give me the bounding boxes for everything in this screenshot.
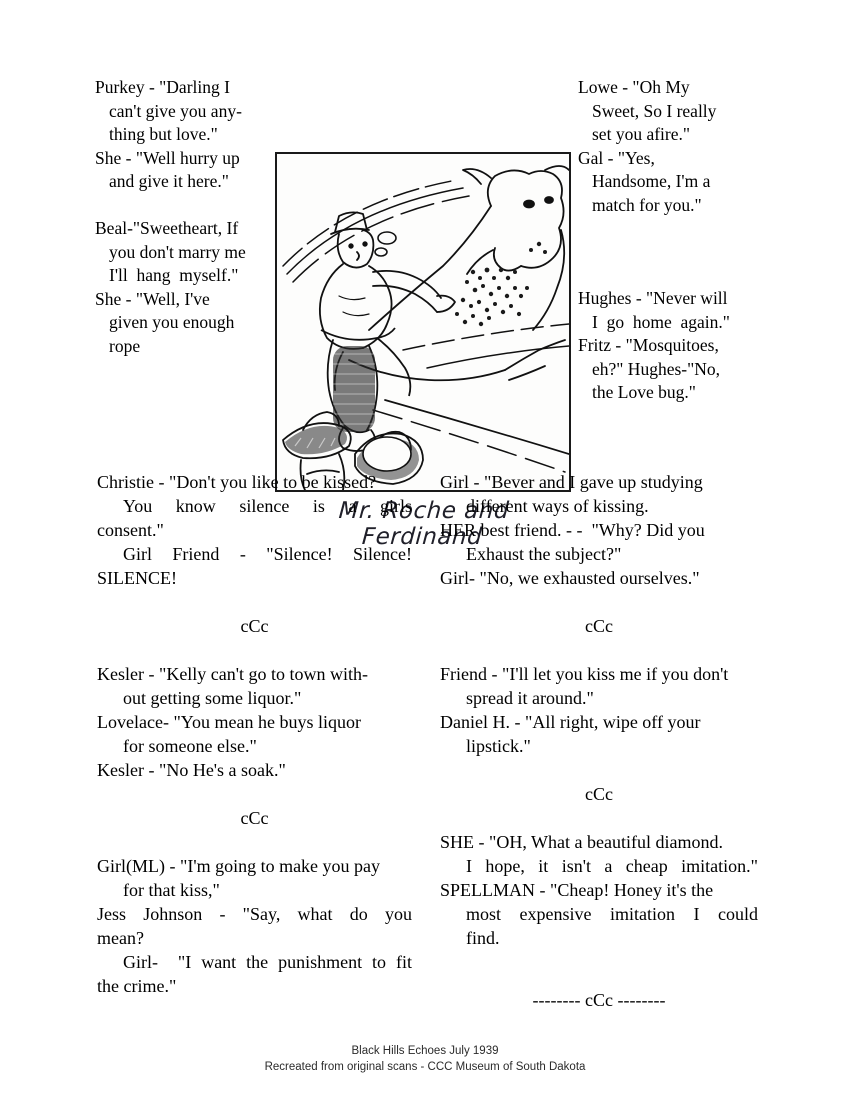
joke-line: She - "Well, I've <box>95 288 210 309</box>
joke-line: HER best friend. - - "Why? Did you <box>440 520 705 540</box>
joke-line: Girl - "Bever and I gave up studying <box>440 472 703 492</box>
joke-line: Girl- "No, we exhausted ourselves." <box>440 568 700 588</box>
joke-line: You know silence is a girls <box>123 496 412 516</box>
joke-line: Beal-"Sweetheart, If <box>95 218 239 238</box>
joke-line: Hughes - "Never will <box>578 288 728 308</box>
jokes-column-right <box>440 470 758 1036</box>
joke-line: SILENCE! <box>97 568 177 588</box>
joke-block <box>95 217 275 358</box>
section-separator: cCc <box>240 808 269 828</box>
joke-line: you don't marry me <box>109 241 246 262</box>
joke-block <box>440 470 758 590</box>
joke-block <box>97 662 412 782</box>
joke-line: thing but love." <box>109 124 218 144</box>
joke-line: Girl Friend - "Silence! Silence! <box>123 544 412 564</box>
joke-line: find. <box>466 928 500 948</box>
joke-line: can't give you any- <box>109 100 242 121</box>
joke-block <box>440 830 758 950</box>
joke-line: out getting some liquor." <box>123 688 302 708</box>
joke-line: spread it around." <box>466 688 594 708</box>
joke-line: given you enough <box>109 312 235 332</box>
joke-block <box>440 662 758 758</box>
joke-line: eh?" Hughes-"No, <box>592 358 721 379</box>
joke-line: and give it here." <box>109 171 229 191</box>
joke-line: I'll hang myself." <box>109 265 239 285</box>
joke-line: consent." <box>97 520 164 540</box>
section-separator: cCc <box>585 784 613 804</box>
joke-line: the Love bug." <box>592 382 696 402</box>
joke-block <box>97 854 412 998</box>
joke-block <box>95 76 275 194</box>
joke-line: Handsome, I'm a <box>592 171 711 191</box>
joke-line: Purkey - "Darling I <box>95 77 230 97</box>
footer <box>0 1044 850 1075</box>
joke-line: Sweet, So I really <box>592 100 717 121</box>
cartoon-caption: Mr. Roche and Ferdinand <box>337 498 510 550</box>
footer-source-line: Black Hills Echoes July 1939 <box>351 1045 499 1057</box>
joke-line: SHE - "OH, What a beautiful diamond. <box>440 832 723 852</box>
top-left-text-column <box>95 76 275 358</box>
joke-line: Exhaust the subject?" <box>466 544 622 564</box>
joke-block <box>97 470 412 590</box>
joke-line: I go home again." <box>592 311 730 332</box>
joke-line: different ways of kissing. <box>466 496 649 516</box>
joke-line: rope <box>109 335 141 356</box>
joke-line: Gal - "Yes, <box>578 147 655 168</box>
final-separator: -------- cCc -------- <box>532 990 666 1010</box>
joke-line: set you afire." <box>592 124 691 144</box>
section-separator: cCc <box>585 616 613 636</box>
joke-line: Kesler - "Kelly can't go to town with- <box>97 664 369 684</box>
joke-line: Girl(ML) - "I'm going to make you pay <box>97 856 381 876</box>
joke-line: I hope, it isn't a cheap imitation." <box>466 856 758 876</box>
joke-line: Lowe - "Oh My <box>578 77 690 97</box>
joke-line: mean? <box>97 928 144 948</box>
joke-line: Friend - "I'll let you kiss me if you don't <box>440 664 729 684</box>
top-right-text-column <box>578 76 768 405</box>
bull-and-man-illustration <box>277 154 569 490</box>
joke-line: the crime." <box>97 976 177 996</box>
cartoon-frame <box>275 152 571 492</box>
jokes-column-left <box>97 470 412 998</box>
joke-line: Kesler - "No He's a soak." <box>97 760 286 780</box>
joke-line: She - "Well hurry up <box>95 147 240 168</box>
joke-line: match for you." <box>592 194 702 215</box>
joke-line: Daniel H. - "All right, wipe off your <box>440 712 701 732</box>
footer-credit-line: Recreated from original scans - CCC Museum of South Dakota <box>264 1060 586 1073</box>
joke-line: for someone else." <box>123 736 257 756</box>
joke-line: Girl- "I want the punishment to fit <box>123 952 412 972</box>
section-separator: cCc <box>240 616 269 636</box>
joke-line: Fritz - "Mosquitoes, <box>578 335 719 355</box>
joke-line: most expensive imitation I could <box>466 904 758 924</box>
joke-block <box>578 287 768 405</box>
joke-block <box>578 76 768 217</box>
joke-line: Lovelace- "You mean he buys liquor <box>97 712 361 732</box>
joke-line: lipstick." <box>466 736 531 756</box>
joke-line: Jess Johnson - "Say, what do you <box>97 904 412 924</box>
joke-line: Christie - "Don't you like to be kissed? <box>97 472 377 492</box>
joke-line: SPELLMAN - "Cheap! Honey it's the <box>440 880 714 900</box>
joke-line: for that kiss," <box>123 880 220 900</box>
